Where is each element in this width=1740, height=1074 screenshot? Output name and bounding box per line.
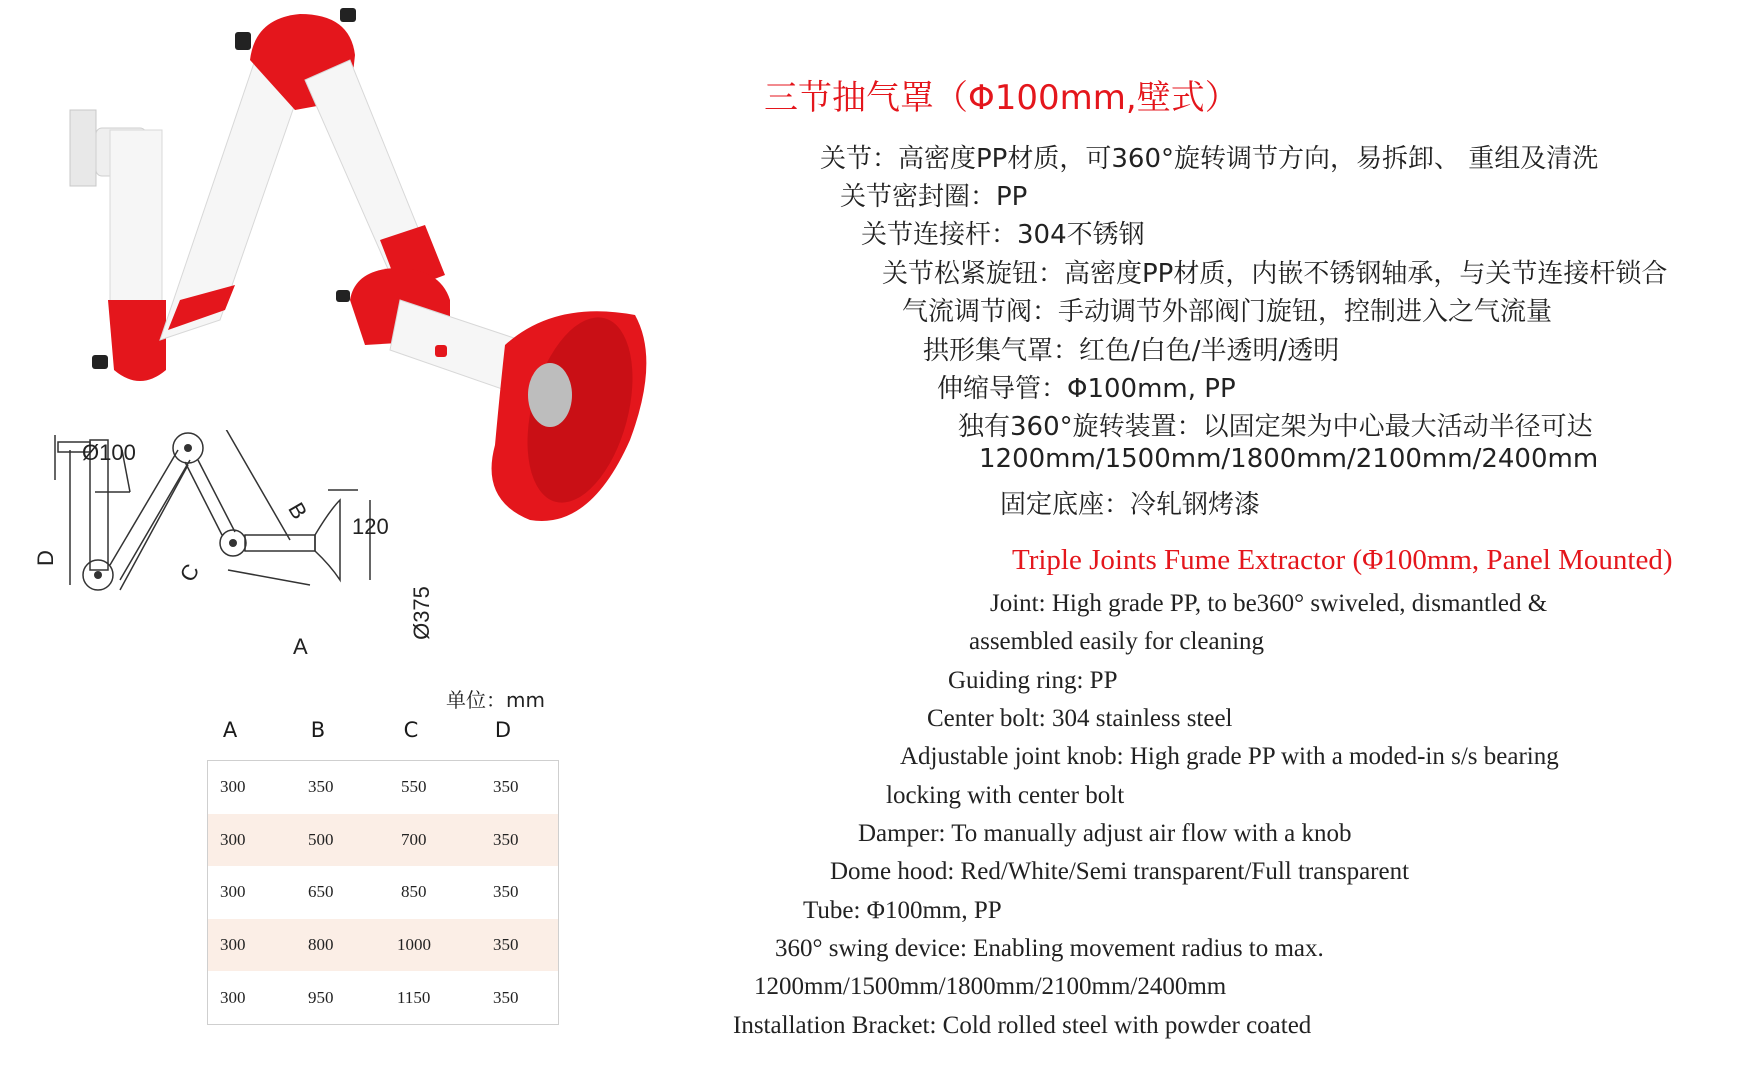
en-spec-line: Center bolt: 304 stainless steel (927, 705, 1233, 732)
dimension-c-label: C (174, 559, 205, 586)
column-header-b: B (310, 718, 326, 742)
dimension-d-label: D (32, 550, 58, 566)
cn-spec-line: 关节密封圈：PP (840, 182, 1028, 212)
cn-spec-line: 固定底座：冷轧钢烤漆 (1000, 490, 1261, 520)
table-cell: 550 (401, 777, 427, 797)
cn-spec-line: 关节连接杆：304不锈钢 (861, 220, 1145, 250)
table-cell: 950 (308, 987, 334, 1007)
unit-label: 单位：mm (446, 688, 545, 712)
table-cell: 350 (493, 777, 519, 797)
cn-spec-line: 拱形集气罩：红色/白色/半透明/透明 (923, 336, 1340, 366)
en-spec-line: locking with center bolt (886, 782, 1125, 809)
en-spec-line: Installation Bracket: Cold rolled steel with powder coated (733, 1012, 1312, 1039)
table-cell: 300 (220, 777, 246, 797)
en-spec-line: Tube: Φ100mm, PP (803, 897, 1002, 924)
table-row (208, 866, 558, 919)
table-row (208, 971, 558, 1024)
table-cell: 300 (220, 935, 246, 955)
dimension-a-label: A (293, 634, 308, 659)
table-row (208, 761, 558, 814)
length-120-label: 120 (352, 514, 389, 539)
table-cell: 300 (220, 987, 246, 1007)
cn-spec-line: 1200mm/1500mm/1800mm/2100mm/2400mm (979, 444, 1599, 474)
en-spec-line: Joint: High grade PP, to be360° swiveled, dismantled & (990, 590, 1548, 617)
table-cell: 1150 (397, 987, 431, 1007)
dimension-b-label: B (283, 498, 313, 524)
table-row (208, 919, 558, 972)
table-cell: 350 (493, 987, 519, 1007)
en-spec-line: 1200mm/1500mm/1800mm/2100mm/2400mm (754, 973, 1227, 1000)
cn-spec-line: 气流调节阀：手动调节外部阀门旋钮，控制进入之气流量 (902, 297, 1553, 327)
en-spec-line: Adjustable joint knob: High grade PP with a moded-in s/s bearing (900, 743, 1559, 770)
cn-spec-line: 伸缩导管：Φ100mm, PP (937, 374, 1236, 404)
column-header-c: C (403, 718, 419, 742)
table-cell: 300 (220, 882, 246, 902)
en-spec-line: 360° swing device: Enabling movement radius to max. (775, 935, 1324, 962)
diameter-375-label: Ø375 (408, 586, 434, 640)
table-cell: 300 (220, 829, 246, 849)
en-spec-line: Guiding ring: PP (948, 667, 1118, 694)
en-title: Triple Joints Fume Extractor (Φ100mm, Panel Mounted) (1012, 544, 1673, 576)
en-spec-line: Dome hood: Red/White/Semi transparent/Full transparent (830, 858, 1410, 885)
table-cell: 350 (493, 829, 519, 849)
table-cell: 500 (308, 829, 334, 849)
cn-spec-line: 关节松紧旋钮：高密度PP材质，内嵌不锈钢轴承，与关节连接杆锁合 (882, 259, 1668, 289)
table-cell: 650 (308, 882, 334, 902)
table-cell: 350 (493, 935, 519, 955)
table-cell: 350 (308, 777, 334, 797)
cn-spec-line: 关节：高密度PP材质，可360°旋转调节方向，易拆卸、 重组及清洗 (820, 144, 1599, 174)
diameter-100-label: Ø100 (82, 440, 136, 465)
cn-spec-line: 独有360°旋转装置：以固定架为中心最大活动半径可达 (958, 412, 1593, 442)
en-spec-line: assembled easily for cleaning (969, 628, 1265, 655)
cn-title: 三节抽气罩（Φ100mm,壁式） (764, 78, 1239, 118)
table-row (208, 814, 558, 867)
table-cell: 700 (401, 829, 427, 849)
table-cell: 1000 (397, 935, 431, 955)
table-cell: 850 (401, 882, 427, 902)
dimension-table (207, 760, 559, 1025)
table-cell: 800 (308, 935, 334, 955)
column-header-d: D (494, 718, 512, 742)
column-header-a: A (222, 718, 238, 742)
table-cell: 350 (493, 882, 519, 902)
en-spec-line: Damper: To manually adjust air flow with a knob (858, 820, 1352, 847)
